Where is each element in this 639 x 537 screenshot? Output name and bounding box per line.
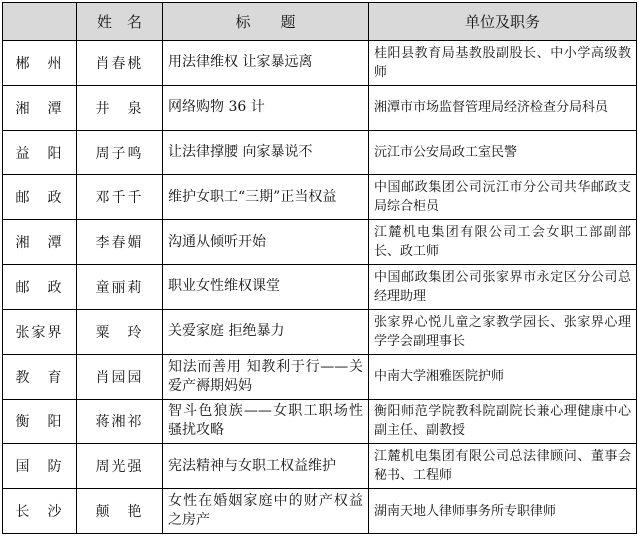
- roster-table: [2, 2, 637, 534]
- cell-unit: 江麓机电集团有限公司工会女职工部副部长、政工师: [369, 220, 637, 265]
- cell-title: 维护女职工“三期”正当权益: [163, 175, 369, 220]
- header-row: [3, 3, 637, 41]
- cell-region: 国 防: [3, 444, 77, 489]
- header-title: 标 题: [163, 3, 369, 41]
- cell-region: 衡 阳: [3, 399, 77, 444]
- table-row: [3, 265, 637, 310]
- cell-region: 邮 政: [3, 175, 77, 220]
- cell-unit: 湖南天地人律师事务所专职律师: [369, 489, 637, 534]
- cell-name: 邓千千: [77, 175, 163, 220]
- cell-unit: 中国邮政集团公司张家界市永定区分公司总经理助理: [369, 265, 637, 310]
- table-row: [3, 175, 637, 220]
- cell-title: 沟通从倾听开始: [163, 220, 369, 265]
- header-region: [3, 3, 77, 41]
- table-row: [3, 309, 637, 354]
- cell-unit: 衡阳师范学院教科院副院长兼心理健康中心副主任、副教授: [369, 399, 637, 444]
- cell-unit: 江麓机电集团有限公司总法律顾问、董事会秘书、工程师: [369, 444, 637, 489]
- table-row: [3, 489, 637, 534]
- table-row: [3, 130, 637, 175]
- cell-name: 粟 玲: [77, 309, 163, 354]
- table-row: [3, 41, 637, 86]
- cell-unit: 沅江市公安局政工室民警: [369, 130, 637, 175]
- cell-title: 关爱家庭 拒绝暴力: [163, 309, 369, 354]
- cell-name: 蒋湘祁: [77, 399, 163, 444]
- cell-region: 教 育: [3, 354, 77, 399]
- cell-name: 肖春桃: [77, 41, 163, 86]
- table-row: [3, 399, 637, 444]
- cell-unit: 湘潭市市场监督管理局经济检查分局科员: [369, 85, 637, 130]
- cell-name: 童丽莉: [77, 265, 163, 310]
- cell-region: 郴 州: [3, 41, 77, 86]
- cell-name: 井 泉: [77, 85, 163, 130]
- cell-region: 张家界: [3, 309, 77, 354]
- table-row: [3, 444, 637, 489]
- table-row: [3, 85, 637, 130]
- cell-title: 宪法精神与女职工权益维护: [163, 444, 369, 489]
- cell-region: 湘 潭: [3, 85, 77, 130]
- table-row: [3, 220, 637, 265]
- cell-name: 肖园园: [77, 354, 163, 399]
- table-row: [3, 354, 637, 399]
- cell-region: 邮 政: [3, 265, 77, 310]
- cell-name: 周子鸣: [77, 130, 163, 175]
- cell-unit: 桂阳县教育局基教股副股长、中小学高级教师: [369, 41, 637, 86]
- cell-name: 周光强: [77, 444, 163, 489]
- cell-title: 网络购物 36 计: [163, 85, 369, 130]
- header-name: 姓 名: [77, 3, 163, 41]
- cell-region: 长 沙: [3, 489, 77, 534]
- cell-unit: 中南大学湘雅医院护师: [369, 354, 637, 399]
- cell-title: 让法律撑腰 向家暴说不: [163, 130, 369, 175]
- cell-name: 颠 艳: [77, 489, 163, 534]
- cell-name: 李春媚: [77, 220, 163, 265]
- header-unit: 单位及职务: [369, 3, 637, 41]
- cell-title: 知法而善用 知教利于行——关爱产褥期妈妈: [163, 354, 369, 399]
- cell-title: 用法律维权 让家暴远离: [163, 41, 369, 86]
- cell-unit: 张家界心悦儿童之家教学园长、张家界心理学学会副理事长: [369, 309, 637, 354]
- cell-title: 职业女性维权课堂: [163, 265, 369, 310]
- cell-region: 益 阳: [3, 130, 77, 175]
- cell-title: 智斗色狼族——女职工职场性骚扰攻略: [163, 399, 369, 444]
- cell-title: 女性在婚姻家庭中的财产权益之房产: [163, 489, 369, 534]
- cell-unit: 中国邮政集团公司沅江市分公司共华邮政支局综合柜员: [369, 175, 637, 220]
- cell-region: 湘 潭: [3, 220, 77, 265]
